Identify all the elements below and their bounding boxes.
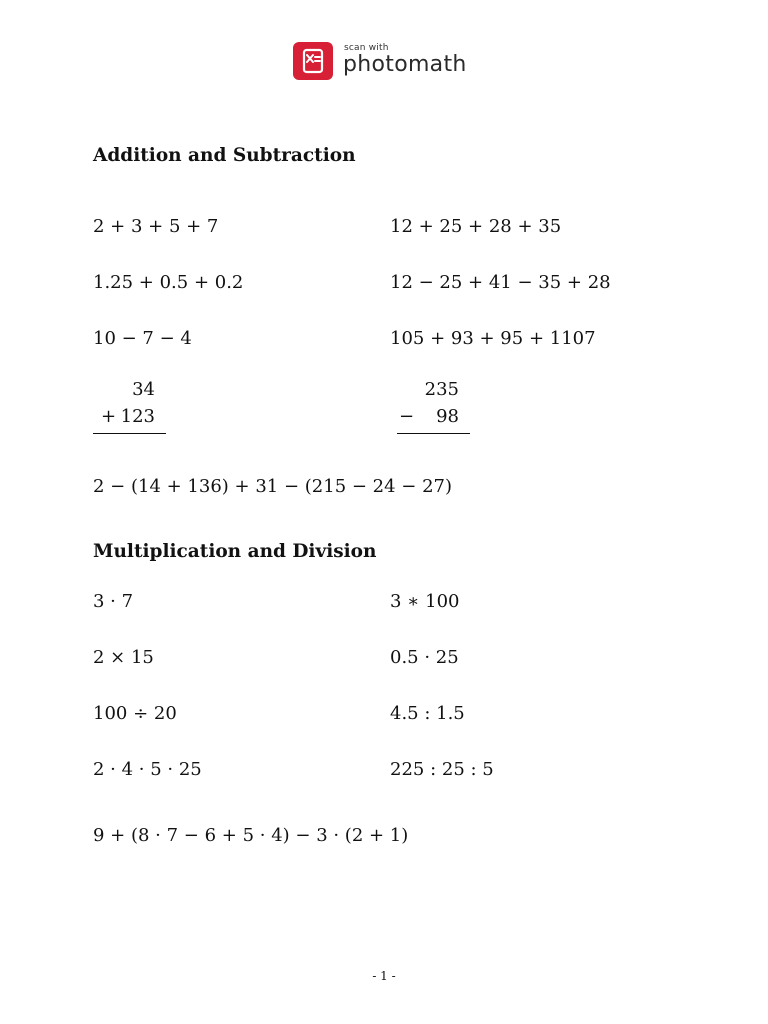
expression: 10 − 7 − 4 (93, 328, 192, 349)
expression: 2 × 15 (93, 647, 154, 668)
expression: 3 · 7 (93, 591, 134, 612)
expression: 0.5 · 25 (390, 647, 459, 668)
column-operator: − (399, 406, 415, 427)
section-heading-addition: Addition and Subtraction (93, 145, 356, 166)
expression: 12 + 25 + 28 + 35 (390, 216, 562, 237)
column-bottom-number: 98 (436, 406, 459, 427)
column-sum-line (93, 433, 166, 434)
expression: 1.25 + 0.5 + 0.2 (93, 272, 244, 293)
section-heading-multiplication: Multiplication and Division (93, 541, 377, 562)
page-number: - 1 - (372, 969, 396, 983)
column-difference-line (397, 433, 470, 434)
expression: 2 · 4 · 5 · 25 (93, 759, 202, 780)
expression: 105 + 93 + 95 + 1107 (390, 328, 596, 349)
expression: 2 + 3 + 5 + 7 (93, 216, 219, 237)
long-expression: 2 − (14 + 136) + 31 − (215 − 24 − 27) (93, 476, 453, 497)
long-expression: 9 + (8 · 7 − 6 + 5 · 4) − 3 · (2 + 1) (93, 825, 409, 846)
logo-tagline: scan with (344, 43, 389, 53)
expression: 12 − 25 + 41 − 35 + 28 (390, 272, 611, 293)
expression: 4.5 : 1.5 (390, 703, 465, 724)
column-top-number: 235 (424, 379, 459, 400)
expression: 100 ÷ 20 (93, 703, 177, 724)
expression: 225 : 25 : 5 (390, 759, 494, 780)
column-addition (93, 381, 161, 441)
expression: 3 ∗ 100 (390, 591, 460, 612)
photomath-logo (293, 42, 483, 82)
column-top-number: 34 (132, 379, 155, 400)
logo-brand-name: photomath (343, 52, 467, 77)
column-bottom-number: 123 (120, 406, 155, 427)
column-subtraction (397, 381, 465, 441)
photomath-x-icon (293, 42, 333, 80)
column-operator: + (101, 406, 117, 427)
